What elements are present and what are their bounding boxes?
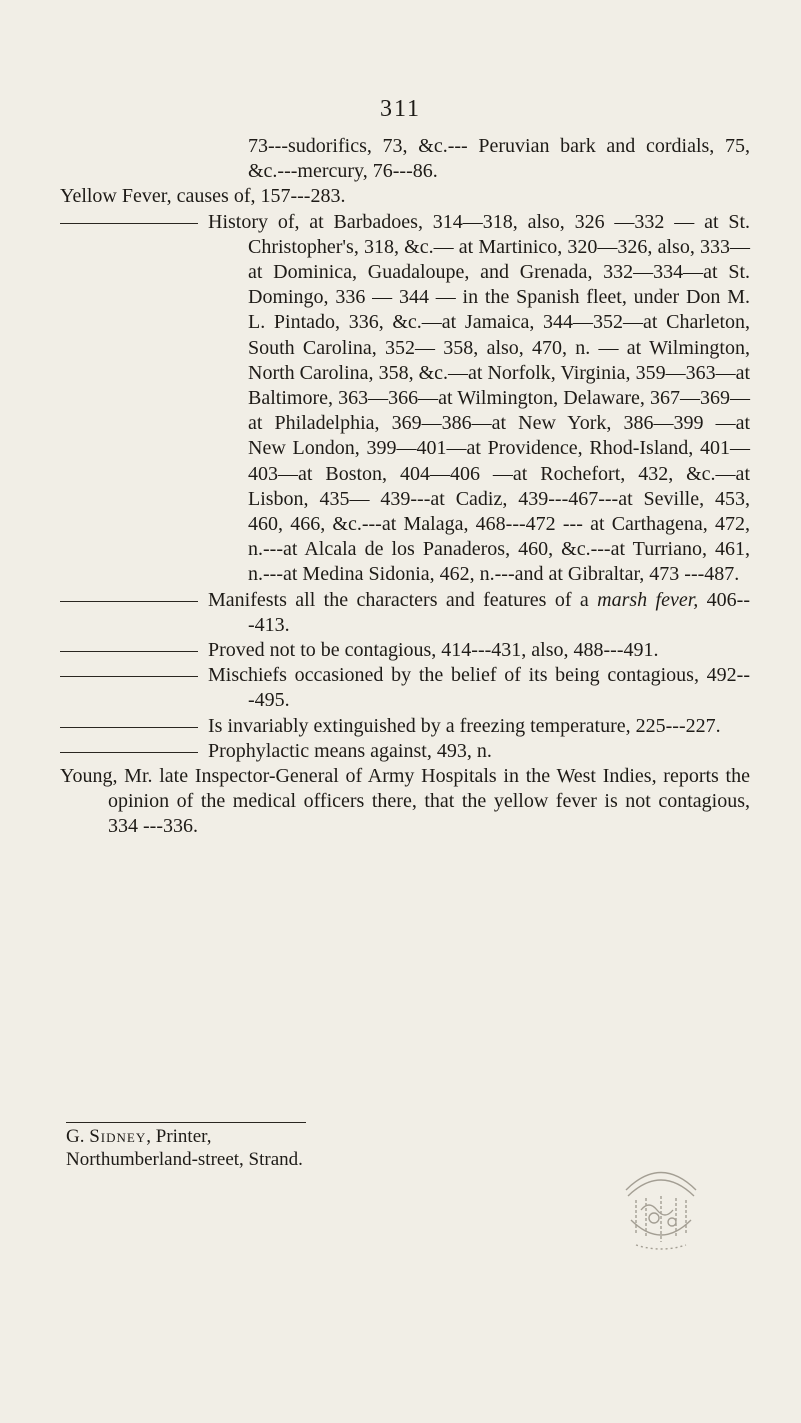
imprint-line-2: Northumberland-street, Strand. [66, 1149, 303, 1170]
subentry-text: Proved not to be contagious, 414---431, also, 488---491. [208, 639, 659, 662]
entry-young [60, 764, 750, 840]
ditto-rule [60, 601, 198, 602]
entry-heading: Yellow Fever, [60, 185, 172, 208]
page-number: 311 [379, 96, 422, 122]
subentry-history [60, 210, 750, 588]
index-entries [60, 134, 750, 840]
entry-yellow-fever [60, 184, 750, 209]
subentry-text: 406---413. [248, 588, 751, 636]
subentry-prophylactic [60, 739, 750, 764]
imprint-rule [66, 1122, 306, 1123]
subentry-manifests [60, 588, 750, 638]
imprint-initial: G. [66, 1126, 90, 1147]
entry-text: Mr. late Inspector-General of Army Hospitals in the West Indies, reports the opinion of the medical officers there, that the yellow fever is not contagious, 334 ---336. [108, 765, 750, 838]
ditto-rule [60, 727, 198, 728]
entry-heading: Young, [60, 765, 118, 788]
subentry-text: Mischiefs occasioned by the belief of its being contagious, 492---495. [208, 664, 750, 712]
subentry-italic-text: marsh fever, [597, 588, 699, 611]
ditto-rule [60, 651, 198, 652]
imprint-line-1 [66, 1125, 303, 1148]
ditto-rule [60, 752, 198, 753]
library-stamp-icon [606, 1150, 716, 1260]
subentry-text: Is invariably extinguished by a freezing temperature, 225---227. [208, 714, 721, 737]
subentry-proved [60, 638, 750, 663]
continued-entry: 73---sudorifics, 73, &c.--- Peruvian bark and cordials, 75, &c.---mercury, 76---86. [248, 135, 750, 183]
imprint-role: , Printer, [146, 1126, 212, 1147]
subentry-text: Manifests all the characters and features of a [208, 588, 598, 611]
subentry-extinguished [60, 714, 750, 739]
subentry-mischiefs [60, 663, 750, 713]
subentry-text: History of, at Barbadoes, 314—318, also, 326 —332 — at St. Christopher's, 318, &c.— at Martinico, 320—326, also, 333—at Dominica, Guadaloupe, and Grenada, 332—334—at St. Domingo, 336 — 344 — in the Spanish fleet, under Don M. L. Pintado, 336, &c.—at Jamaica, 344—352—at Charleton, South Carolina, 352— 358, also, 470, n. — at Wilmington, North Carolina, 358, &c.—at Norfolk, Virginia, 359—363—at Baltimore, 363—366—at Wilmington, Delaware, 367—369—at Philadelphia, 369—386—at New York, 386—399 —at New London, 399—401—at Providence, Rhod-Island, 401—403—at Boston, 404—406 —at Rochefort, 432, &c.—at Lisbon, 435— 439---at Cadiz, 439---467---at Seville, 453, 460, 466, &c.---at Malaga, 468---472 --- at Carthagena, 472, n.---at Alcala de los Panaderos, 460, &c.---at Turriano, 461, n.---at Medina Sidonia, 462, n.---and at Gibraltar, 473 ---487. [208, 210, 750, 586]
imprint-printer-name: Sidney [89, 1126, 147, 1147]
ditto-rule [60, 676, 198, 677]
subentry-text: Prophylactic means against, 493, n. [208, 739, 492, 762]
printer-imprint [66, 1125, 303, 1171]
ditto-rule [60, 223, 198, 224]
entry-text-causes: causes of, 157---283. [176, 185, 346, 208]
